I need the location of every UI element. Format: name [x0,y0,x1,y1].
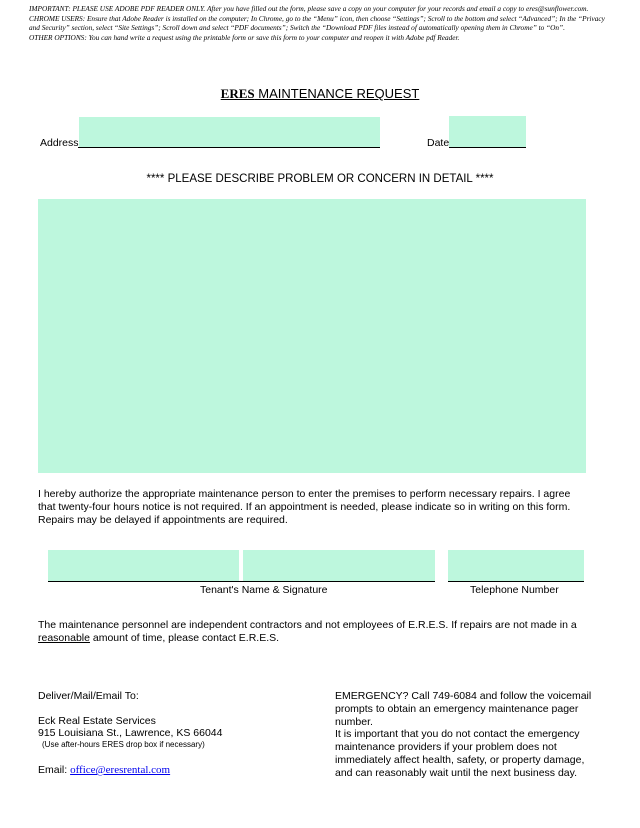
telephone-label: Telephone Number [470,584,559,596]
email-line [38,760,170,778]
street-address: 915 Louisiana St., Lawrence, KS 66044 [38,727,223,739]
authorization-text: I hereby authorize the appropriate maintenance person to enter the premises to perform necessary repairs. I agree that twenty-four hours notice is not required. If an appointment is needed, please indicate so in writing on this form. Repairs may be delayed if appointments are required. [38,488,571,526]
telephone-underline [448,581,584,582]
emergency-text: EMERGENCY? Call 749-6084 and follow the voicemail prompts to obtain an emergency maintenance pager number. [335,690,592,728]
describe-heading: **** PLEASE DESCRIBE PROBLEM OR CONCERN IN DETAIL **** [146,173,494,185]
deliver-heading: Deliver/Mail/Email To: [38,690,139,702]
instructions [29,4,614,42]
dropbox-note: (Use after-hours ERES drop box if necessary) [42,740,205,749]
contractors-underlined: reasonable [38,632,90,644]
date-underline [449,147,526,148]
company-name: Eck Real Estate Services [38,715,156,727]
date-input[interactable] [449,116,526,147]
emergency-warning: It is important that you do not contact the emergency maintenance providers if your problem does not immediately affect health, safety, or property damage, and can reasonably wait until the next business day. [335,728,585,779]
address-label: Address [40,137,79,149]
other-options-note: OTHER OPTIONS: You can hand write a request using the printable form or save this form to your computer and reopen it with Adobe pdf Reader. [29,32,460,42]
address-input[interactable] [79,117,380,147]
title-brand: ERES [220,86,255,101]
chrome-note: CHROME USERS: Ensure that Adobe Reader is installed on the computer; In Chrome, go to the “Menu” icon, then choose “Settings”; Scroll to the bottom and select “Advanced”; In the “Privacy and Security” section, select “Site Settings”; Scroll down and select “PDF documents”; Switch the “Download PDF files instead of automatically opening them in Chrome” to “On”. [29,13,605,33]
email-link[interactable]: office@eresrental.com [70,764,171,776]
tenant-label: Tenant's Name & Signature [200,584,328,596]
date-label: Date [427,137,450,149]
contractors-text-end: amount of time, please contact E.R.E.S. [89,632,280,644]
page-title [0,86,640,102]
important-note: IMPORTANT: PLEASE USE ADOBE PDF READER ONLY. After you have filled out the form, please save a copy on your computer for your records and email a copy to eres@sunflower.com. [29,4,589,13]
telephone-input[interactable] [448,550,584,581]
contractors-text-start: The maintenance personnel are independent contractors and not employees of E.R.E.S. If repairs are not made in a [38,619,577,631]
title-text: MAINTENANCE REQUEST [254,86,420,101]
contractors-note [38,619,593,645]
email-label: Email: [38,764,71,776]
problem-description-textarea[interactable] [38,199,586,473]
tenant-signature-input[interactable] [243,550,435,581]
address-underline [78,147,380,148]
tenant-underline [48,581,435,582]
tenant-name-input[interactable] [48,550,239,581]
